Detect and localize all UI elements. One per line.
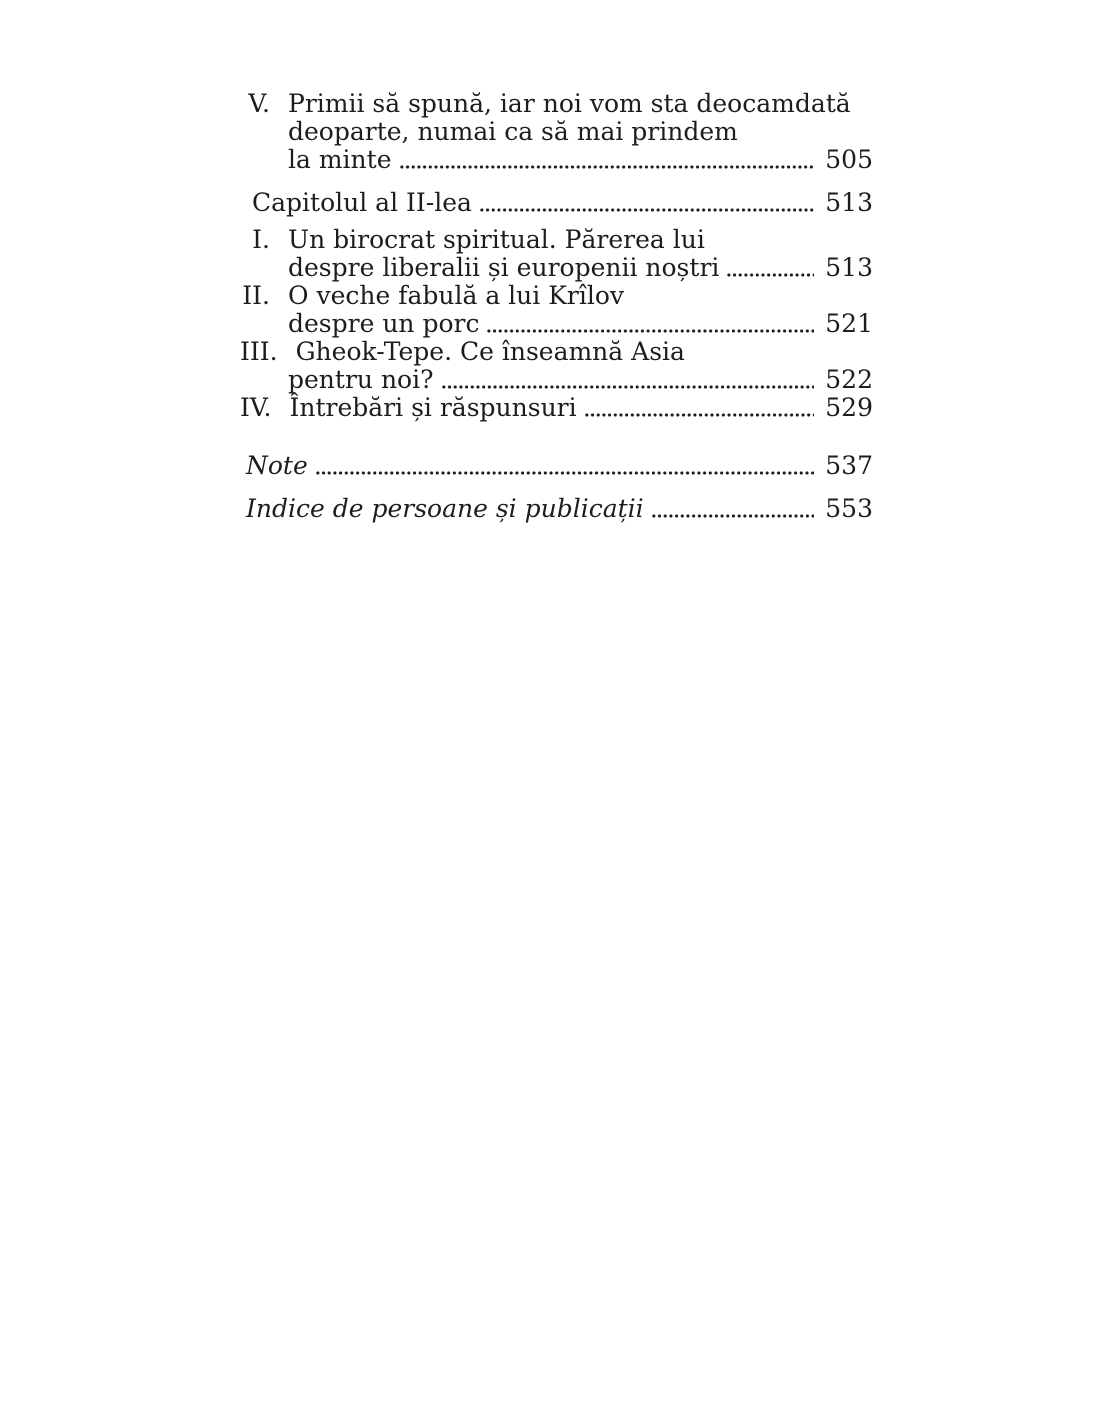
toc-row (240, 90, 873, 118)
page-number: 513 (825, 253, 873, 282)
dot-leader (584, 413, 815, 417)
entry-numeral: III. (240, 337, 278, 366)
entry-numeral: II. (242, 281, 270, 310)
entry-title-line: Capitolul al II-lea (252, 188, 472, 217)
toc-row (240, 282, 873, 310)
entry-title-line: Întrebări și răspunsuri (289, 393, 577, 422)
page-number: 521 (825, 309, 873, 338)
toc-leader-row (240, 452, 873, 480)
dot-leader (726, 273, 814, 277)
toc-row (240, 338, 873, 366)
toc-entry (240, 189, 873, 217)
entry-title-line: deoparte, numai ca să mai prindem (288, 117, 738, 146)
entry-title-line: Gheok-Tepe. Ce înseamnă Asia (295, 337, 685, 366)
entry-title-line: despre un porc (288, 309, 480, 338)
page-number: 513 (825, 188, 873, 217)
toc-leader-row (240, 366, 873, 394)
toc-entry (240, 452, 873, 480)
toc-entry (240, 338, 873, 394)
entry-title-line: Indice de persoane și publicații (246, 494, 644, 523)
table-of-contents (240, 90, 873, 523)
entry-numeral: IV. (240, 393, 272, 422)
dot-leader (441, 385, 815, 389)
entry-title-line: Primii să spună, iar noi vom sta deocamdată (288, 89, 851, 118)
toc-entry (240, 495, 873, 523)
entry-title-line: Un birocrat spiritual. Părerea lui (288, 225, 705, 254)
dot-leader (651, 514, 815, 518)
dot-leader (399, 165, 815, 169)
entry-title-line: despre liberalii și europenii noștri (288, 253, 720, 282)
toc-entry (240, 282, 873, 338)
toc-leader-row (240, 495, 873, 523)
entry-title-line: pentru noi? (288, 365, 434, 394)
entry-numeral: V. (248, 89, 270, 118)
toc-row (240, 226, 873, 254)
toc-leader-row (240, 146, 873, 174)
entry-title-line: Note (246, 451, 308, 480)
toc-leader-row (240, 310, 873, 338)
toc-entry (240, 226, 873, 282)
page-number: 522 (825, 365, 873, 394)
entry-numeral: I. (252, 225, 270, 254)
entry-title-line: O veche fabulă a lui Krîlov (288, 281, 624, 310)
dot-leader (315, 471, 815, 475)
toc-row (240, 118, 873, 146)
toc-leader-row (240, 254, 873, 282)
toc-entry (240, 394, 873, 422)
toc-leader-row (240, 189, 873, 217)
dot-leader (479, 208, 814, 212)
page-number: 505 (825, 145, 873, 174)
page-number: 529 (825, 393, 873, 422)
dot-leader (486, 329, 814, 333)
page-number: 537 (825, 451, 873, 480)
toc-leader-row (240, 394, 873, 422)
page-number: 553 (825, 494, 873, 523)
entry-title-line: la minte (288, 145, 392, 174)
toc-entry (240, 90, 873, 174)
